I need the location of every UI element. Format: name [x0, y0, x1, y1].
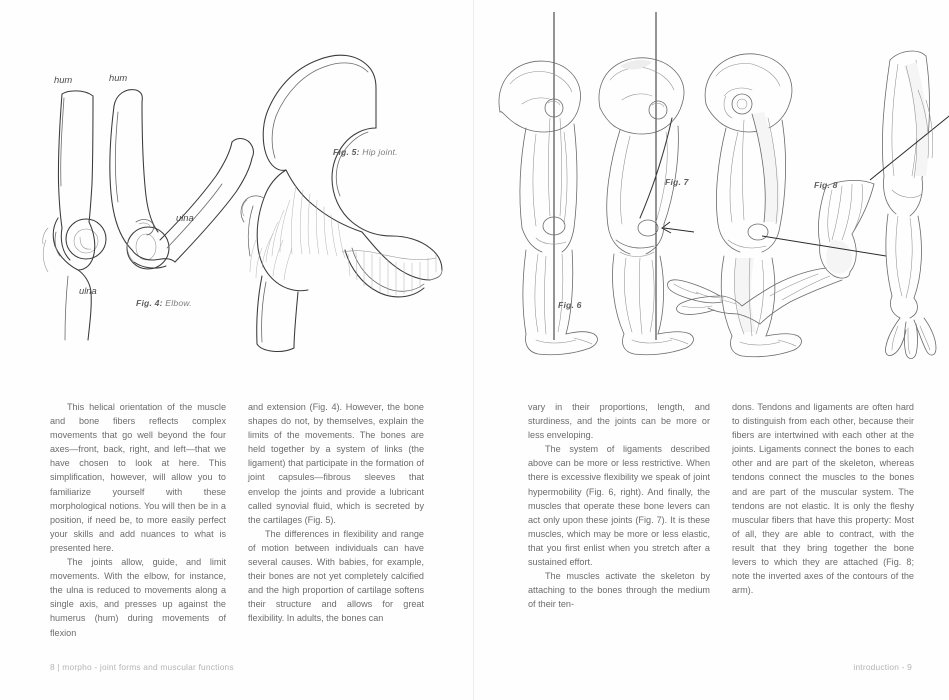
- fig-4-caption-prefix: Fig. 4:: [136, 298, 163, 308]
- column-3-paragraph-2: The system of ligaments described above can be more or less restrictive. When there is excessive flexibility we speak of joint hypermobility (Fig. 6, right). And finally, the muscles that operate these bone levers can act only upon these joints (Fig. 7). It is these muscles, which may be more or less elastic, that you first enlist when you stretch after a sustained effort.: [528, 444, 710, 568]
- right-page: [474, 0, 948, 700]
- fig-5-hip-joint: [241, 55, 442, 351]
- column-4: [732, 400, 914, 611]
- fig-8-caption-prefix: Fig. 8: [814, 180, 838, 190]
- fig-8-caption: [814, 180, 838, 190]
- right-page-columns: [474, 400, 948, 611]
- fig-5-caption: [333, 147, 398, 157]
- column-4-paragraph-1: dons. Tendons and ligaments are often hard to distinguish from each other, because their fibers are intertwined with each other at the joints. Ligaments connect the bones to each other and are part of the skeleton, whereas tendons connect the muscles to the bones and are part of the muscular system. The tendons are not elastic. It is only the fleshy muscular fibers that have this property: Most of all, they are able to contract, with the result that they bring together the bone levers to which they are attached (Fig. 8; note the inverted axes of the contours of the arm).: [732, 402, 914, 596]
- label-hum-left: hum: [54, 74, 73, 85]
- fig-6-leg-neutral: [499, 12, 598, 355]
- column-1: [50, 400, 226, 640]
- hypermobility-arrow: [662, 222, 694, 233]
- label-ulna-left: ulna: [79, 285, 97, 296]
- fig-4-caption-text: Elbow.: [165, 298, 192, 308]
- left-page-columns: [0, 400, 474, 640]
- fig-5-caption-prefix: Fig. 5:: [333, 147, 360, 157]
- fig-4-elbow-extended: [43, 91, 106, 340]
- fig-4-caption: [136, 298, 192, 308]
- column-1-paragraph-2: The joints allow, guide, and limit movements. With the elbow, for instance, the ulna is reduced to movements along a single axis, and presses up against the humerus (hum) during movements of flexion: [50, 557, 226, 638]
- column-3: [528, 400, 710, 611]
- fig-7-muscled-leg: [705, 54, 801, 357]
- fig-7-caption-prefix: Fig. 7: [665, 177, 689, 187]
- right-page-figures: [474, 0, 948, 378]
- left-page: [0, 0, 474, 700]
- fig-4-elbow-flexed: [110, 90, 254, 269]
- fig-7-caption: [665, 177, 689, 187]
- fig-8-arm-extended: [870, 51, 949, 358]
- label-ulna-right: ulna: [176, 212, 194, 223]
- fig-4-and-fig-5-illustration: [0, 0, 474, 378]
- fig-6-caption: [558, 300, 582, 310]
- fig-6-fig-7-fig-8-illustration: [474, 0, 949, 378]
- column-3-paragraph-1: vary in their proportions, length, and sturdiness, and the joints can be more or less enveloping.: [528, 402, 710, 441]
- right-page-footer: introduction - 9: [853, 662, 912, 672]
- column-2: [248, 400, 424, 640]
- left-page-footer: 8 | morpho - joint forms and muscular functions: [50, 662, 234, 672]
- column-2-paragraph-2: The differences in flexibility and range of motion between individuals can have several causes. With babies, for example, their bones are not yet completely calcified and the high proportion of cartilage softens their structure and allows for great flexibility. In adults, the bones can: [248, 528, 424, 624]
- column-1-paragraph-1: This helical orientation of the muscle and bone fibers reflects complex movements that go well beyond the four axes—front, back, right, and left—that we have chosen to look at here. This simplification, however, will allow you to familiarize yourself with these morphological notions. You will then be in a position, if need be, to more easily perfect your skills and add nuances to what is presented here.: [50, 402, 226, 553]
- fig-5-caption-text: Hip joint.: [362, 147, 398, 157]
- label-hum-right: hum: [109, 72, 128, 83]
- fig-8-axis-upper: [870, 104, 949, 180]
- fig-8-axis-lower: [762, 236, 886, 256]
- left-page-figures: [0, 0, 473, 378]
- column-3-paragraph-3: The muscles activate the skeleton by attaching to the bones through the medium of their ten-: [528, 571, 710, 610]
- fig-6-caption-prefix: Fig. 6: [558, 300, 582, 310]
- column-2-paragraph-1: and extension (Fig. 4). However, the bone shapes do not, by themselves, explain the limits of the movements. The bones are held together by a system of links (the ligament) that participate in the formation of joint capsules—fibrous sleeves that envelop the joints and provide a lubricant called synovial fluid, which is secreted by the cartilages (Fig. 5).: [248, 402, 424, 525]
